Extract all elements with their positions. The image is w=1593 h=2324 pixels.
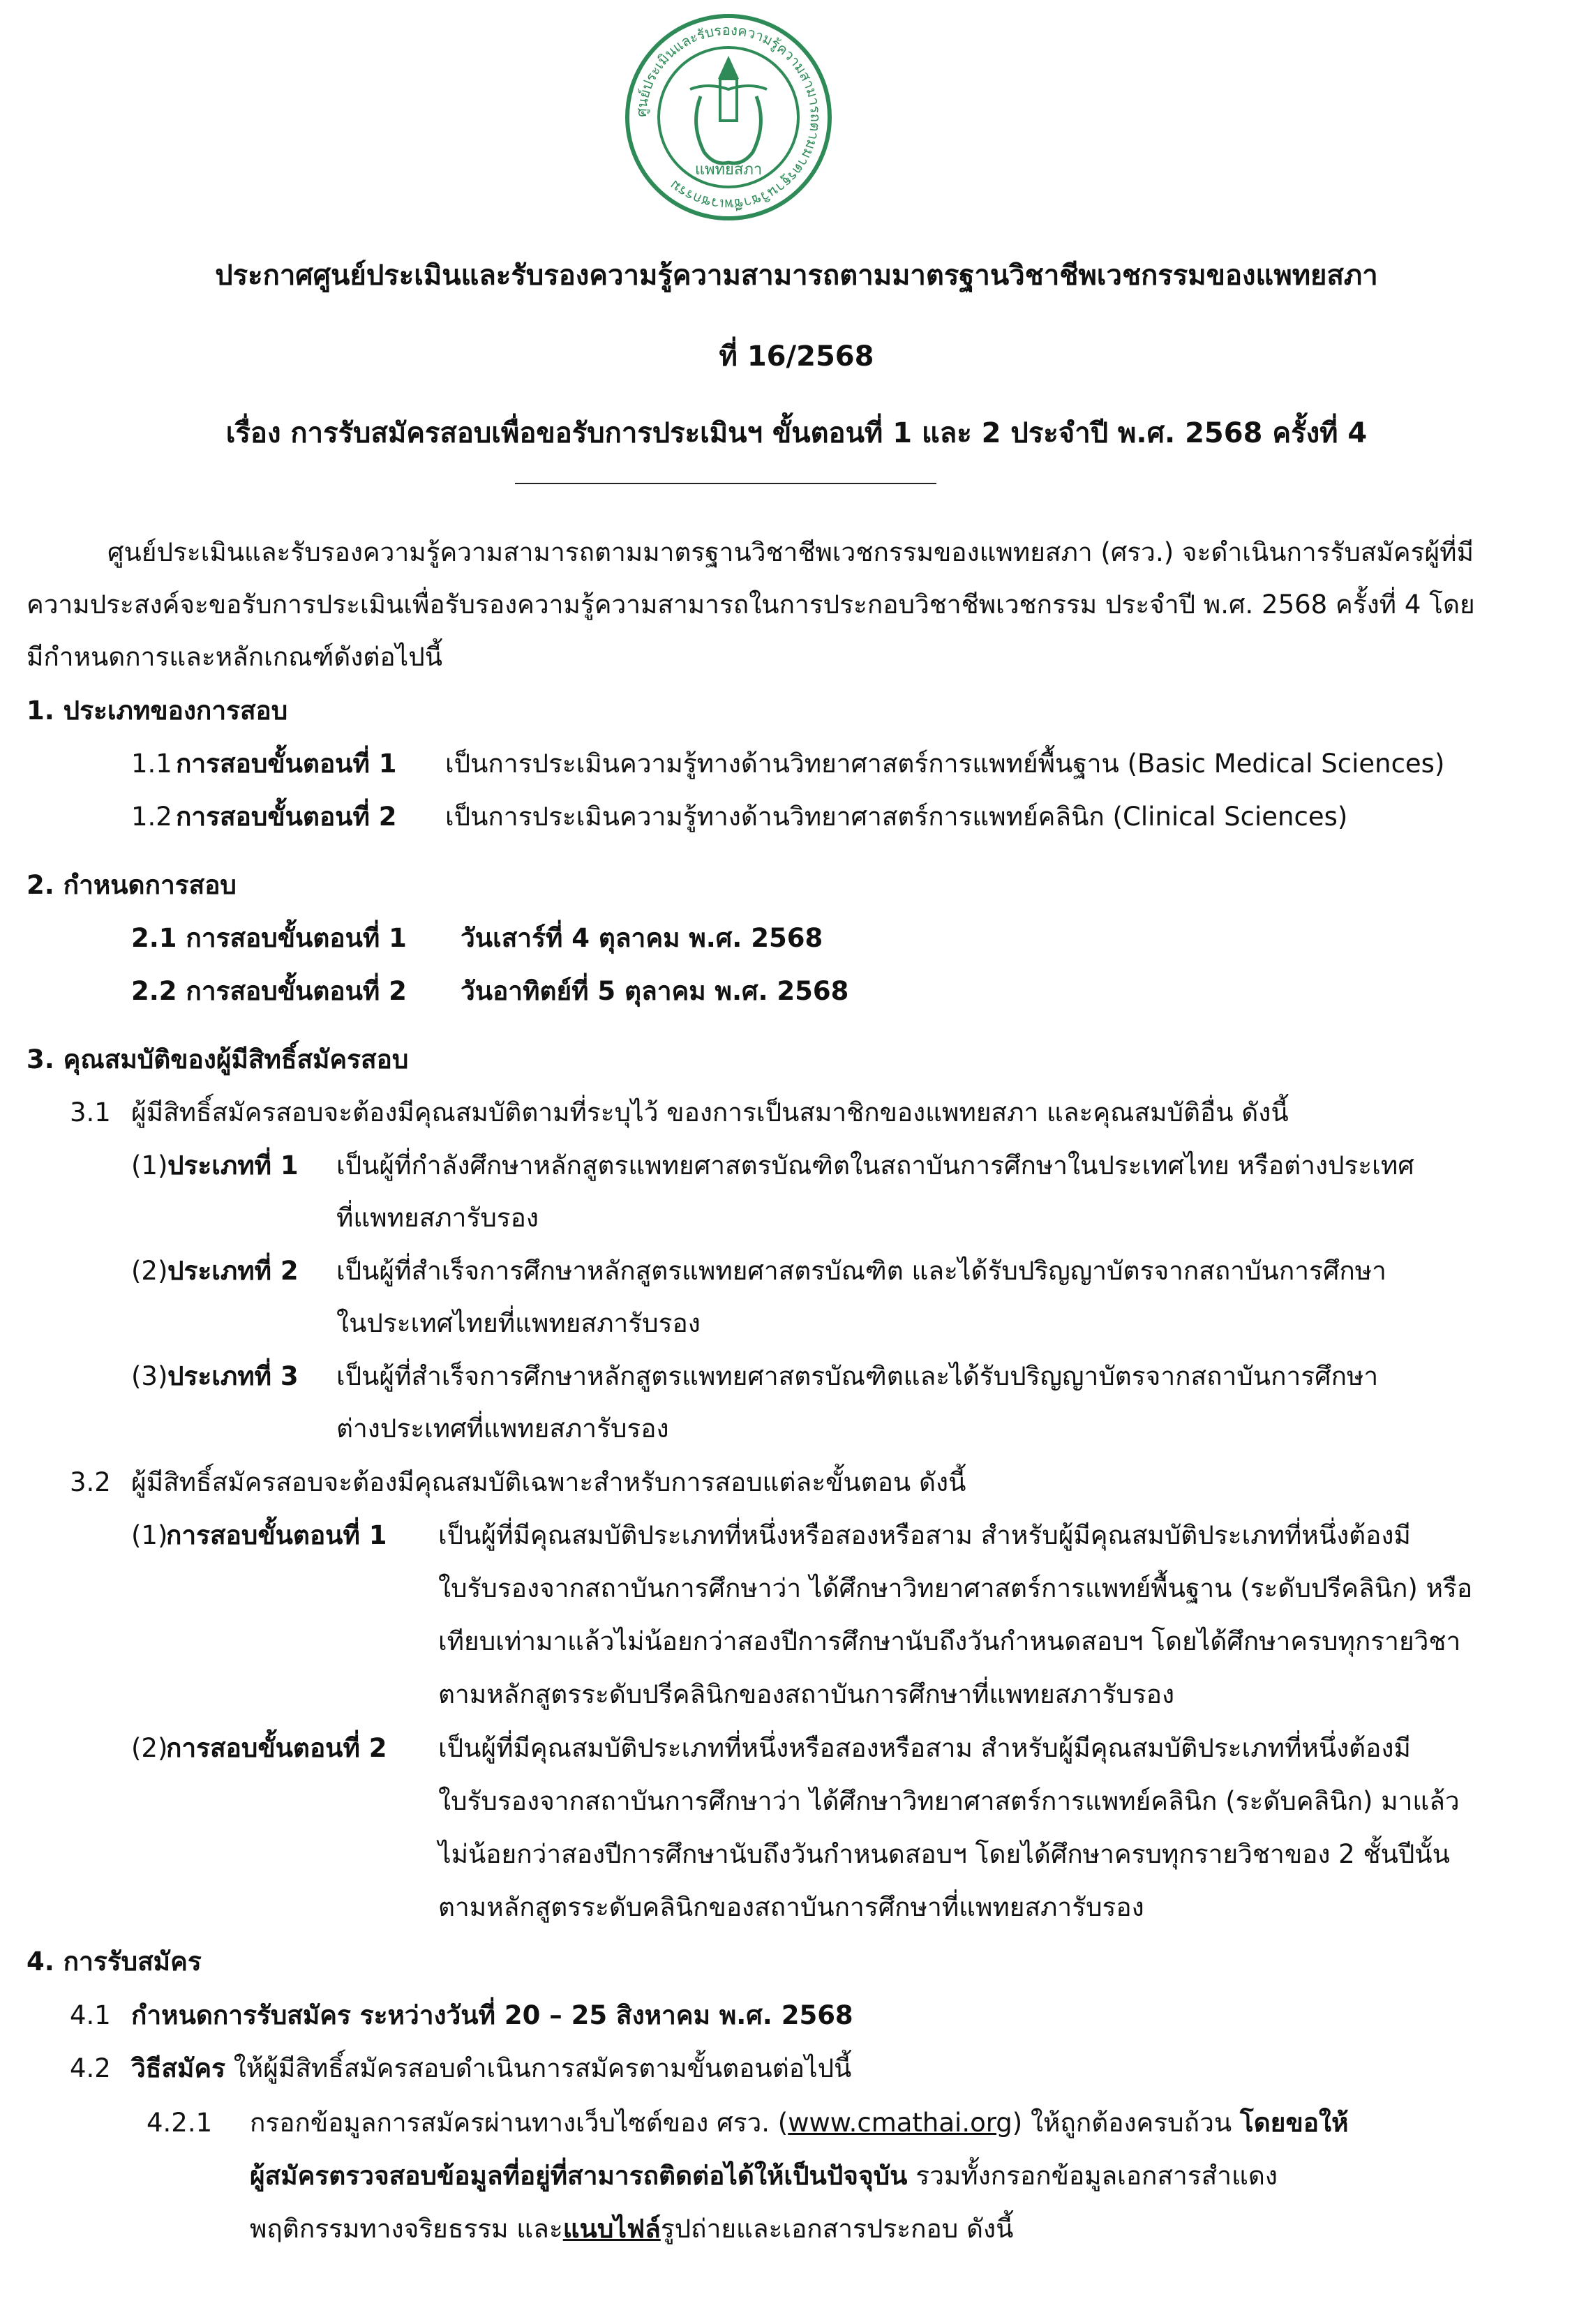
section-1-2-label: การสอบขั้นตอนที่ 2 [176, 802, 397, 832]
intro-line-2: ความประสงค์จะขอรับการประเมินเพื่อรับรองความรู้ความสามารถในการประกอบวิชาชีพเวชกรรม ประจำปี พ.ศ. 2568 ครั้งที่ 4 โดย [27, 590, 1475, 620]
type-3-num: (3) [131, 1361, 168, 1391]
cmathai-website-link[interactable]: www.cmathai.org [788, 2108, 1012, 2138]
type-1-num: (1) [131, 1150, 168, 1180]
step-1-line-2: ใบรับรองจากสถาบันการศึกษาว่า ได้ศึกษาวิทยาศาสตร์การแพทย์พื้นฐาน (ระดับปรีคลินิก) หรือ [438, 1573, 1473, 1603]
section-2-heading: 2. กำหนดการสอบ [27, 870, 237, 900]
section-2-1-date: วันเสาร์ที่ 4 ตุลาคม พ.ศ. 2568 [461, 923, 823, 953]
section-1-1-label: การสอบขั้นตอนที่ 1 [176, 749, 397, 779]
title-line-2: ที่ 16/2568 [719, 340, 874, 373]
step-4-2-1-line-3 [250, 2216, 1013, 2242]
step-4-2-1-bold-b: ผู้สมัครตรวจสอบข้อมูลที่อยู่ที่สามารถติดต่อได้ให้เป็นปัจจุบัน [250, 2161, 908, 2191]
type-1-line-1: เป็นผู้ที่กำลังศึกษาหลักสูตรแพทยศาสตรบัณฑิตในสถาบันการศึกษาในประเทศไทย หรือต่างประเทศ [336, 1150, 1414, 1180]
section-3-2-text: ผู้มีสิทธิ์สมัครสอบจะต้องมีคุณสมบัติเฉพาะสำหรับการสอบแต่ละขั้นตอน ดังนี้ [131, 1467, 966, 1497]
step-1-line-4: ตามหลักสูตรระดับปรีคลินิกของสถาบันการศึกษาที่แพทยสภารับรอง [438, 1679, 1175, 1709]
step-4-2-1-text-e: รูปถ่ายและเอกสารประกอบ ดังนี้ [660, 2214, 1014, 2244]
section-1-2-desc: เป็นการประเมินความรู้ทางด้านวิทยาศาสตร์การแพทย์คลินิก (Clinical Sciences) [445, 802, 1348, 832]
intro-line-3: มีกำหนดการและหลักเกณฑ์ดังต่อไปนี้ [27, 642, 443, 672]
section-4-2-num: 4.2 [70, 2053, 111, 2083]
step-1-label: การสอบขั้นตอนที่ 1 [166, 1520, 387, 1550]
step-2-line-2: ใบรับรองจากสถาบันการศึกษาว่า ได้ศึกษาวิทยาศาสตร์การแพทย์คลินิก (ระดับคลินิก) มาแล้ว [438, 1786, 1460, 1816]
section-4-2-label: วิธีสมัคร [131, 2053, 225, 2083]
title-divider [515, 483, 936, 484]
type-2-label: ประเภทที่ 2 [167, 1256, 299, 1286]
step-4-2-1-text-d: พฤติกรรมทางจริยธรรม และ [250, 2214, 563, 2244]
section-2-2-label: 2.2 การสอบขั้นตอนที่ 2 [131, 976, 407, 1006]
attach-file-text: แนบไฟล์ [562, 2214, 661, 2244]
medical-council-seal-icon [624, 13, 833, 222]
type-3-line-1: เป็นผู้ที่สำเร็จการศึกษาหลักสูตรแพทยศาสตรบัณฑิตและได้รับปริญญาบัตรจากสถาบันการศึกษา [336, 1361, 1379, 1391]
section-1-2-num: 1.2 [131, 802, 172, 832]
step-1-line-3: เทียบเท่ามาแล้วไม่น้อยกว่าสองปีการศึกษานับถึงวันกำหนดสอบฯ โดยได้ศึกษาครบทุกรายวิชา [438, 1626, 1461, 1656]
title-line-1: ประกาศศูนย์ประเมินและรับรองความรู้ความสามารถตามมาตรฐานวิชาชีพเวชกรรมของแพทยสภา [215, 260, 1378, 292]
step-2-label: การสอบขั้นตอนที่ 2 [166, 1733, 387, 1763]
section-3-1-num: 3.1 [70, 1097, 111, 1127]
step-2-line-3: ไม่น้อยกว่าสองปีการศึกษานับถึงวันกำหนดสอบฯ โดยได้ศึกษาครบทุกรายวิชาของ 2 ชั้นปีนั้น [438, 1839, 1450, 1869]
type-2-num: (2) [131, 1256, 168, 1286]
step-4-2-1-text-b: ) ให้ถูกต้องครบถ้วน [1012, 2108, 1240, 2138]
title-line-3: เรื่อง การรับสมัครสอบเพื่อขอรับการประเมินฯ ขั้นตอนที่ 1 และ 2 ประจำปี พ.ศ. 2568 ครั้งที่ 4 [225, 417, 1368, 449]
type-2-line-1: เป็นผู้ที่สำเร็จการศึกษาหลักสูตรแพทยศาสตรบัณฑิต และได้รับปริญญาบัตรจากสถาบันการศึกษา [336, 1256, 1386, 1286]
step-4-2-1-line-2 [250, 2163, 1278, 2189]
step-4-2-1-text-c: รวมทั้งกรอกข้อมูลเอกสารสำแดง [907, 2161, 1278, 2191]
section-2-2-date: วันอาทิตย์ที่ 5 ตุลาคม พ.ศ. 2568 [461, 976, 849, 1006]
logo-ring-text: ศูนย์ประเมินและรับรองความรู้ความสามารถตามมาตรฐานวิชาชีพเวชกรรม [632, 21, 825, 213]
section-1-heading: 1. ประเภทของการสอบ [27, 696, 288, 726]
step-2-line-4: ตามหลักสูตรระดับคลินิกของสถาบันการศึกษาที่แพทยสภารับรอง [438, 1892, 1144, 1922]
type-1-label: ประเภทที่ 1 [167, 1150, 299, 1180]
step-4-2-1-bold-a: โดยขอให้ [1239, 2108, 1349, 2138]
step-1-line-1: เป็นผู้ที่มีคุณสมบัติประเภทที่หนึ่งหรือสองหรือสาม สำหรับผู้มีคุณสมบัติประเภทที่หนึ่งต้องมี [438, 1520, 1411, 1550]
type-1-line-2: ที่แพทยสภารับรอง [336, 1203, 539, 1233]
section-3-heading: 3. คุณสมบัติของผู้มีสิทธิ์สมัครสอบ [27, 1044, 409, 1074]
section-4-1-label: กำหนดการรับสมัคร ระหว่างวันที่ 20 – 25 สิงหาคม พ.ศ. 2568 [131, 2000, 853, 2030]
section-4-1-num: 4.1 [70, 2000, 111, 2030]
type-2-line-2: ในประเทศไทยที่แพทยสภารับรอง [336, 1308, 701, 1338]
section-3-1-text: ผู้มีสิทธิ์สมัครสอบจะต้องมีคุณสมบัติตามที่ระบุไว้ ของการเป็นสมาชิกของแพทยสภา และคุณสมบัติอื่น ดังนี้ [131, 1097, 1289, 1127]
step-4-2-1-line-1 [250, 2110, 1348, 2136]
section-2-1-label: 2.1 การสอบขั้นตอนที่ 1 [131, 923, 407, 953]
section-1-1-num: 1.1 [131, 749, 172, 779]
section-1-1-desc: เป็นการประเมินความรู้ทางด้านวิทยาศาสตร์การแพทย์พื้นฐาน (Basic Medical Sciences) [445, 749, 1445, 779]
logo-text: แพทยสภา [694, 161, 763, 179]
type-3-line-2: ต่างประเทศที่แพทยสภารับรอง [336, 1414, 669, 1444]
svg-text:ศูนย์ประเมินและรับรองความรู้คว [633, 22, 824, 213]
step-4-2-1-text-a: กรอกข้อมูลการสมัครผ่านทางเว็บไซต์ของ ศรว. ( [250, 2108, 788, 2138]
section-4-heading: 4. การรับสมัคร [27, 1947, 202, 1977]
section-3-2-num: 3.2 [70, 1467, 111, 1497]
type-3-label: ประเภทที่ 3 [167, 1361, 299, 1391]
step-2-num: (2) [131, 1733, 168, 1763]
step-1-num: (1) [131, 1520, 168, 1550]
step-2-line-1: เป็นผู้ที่มีคุณสมบัติประเภทที่หนึ่งหรือสองหรือสาม สำหรับผู้มีคุณสมบัติประเภทที่หนึ่งต้องมี [438, 1733, 1411, 1763]
step-4-2-1-num: 4.2.1 [147, 2108, 213, 2138]
intro-line-1: ศูนย์ประเมินและรับรองความรู้ความสามารถตามมาตรฐานวิชาชีพเวชกรรมของแพทยสภา (ศรว.) จะดำเนินการรับสมัครผู้ที่มี [107, 537, 1474, 567]
section-4-2-line [131, 2055, 851, 2081]
section-4-2-text: ให้ผู้มีสิทธิ์สมัครสอบดำเนินการสมัครตามขั้นตอนต่อไปนี้ [233, 2053, 852, 2083]
